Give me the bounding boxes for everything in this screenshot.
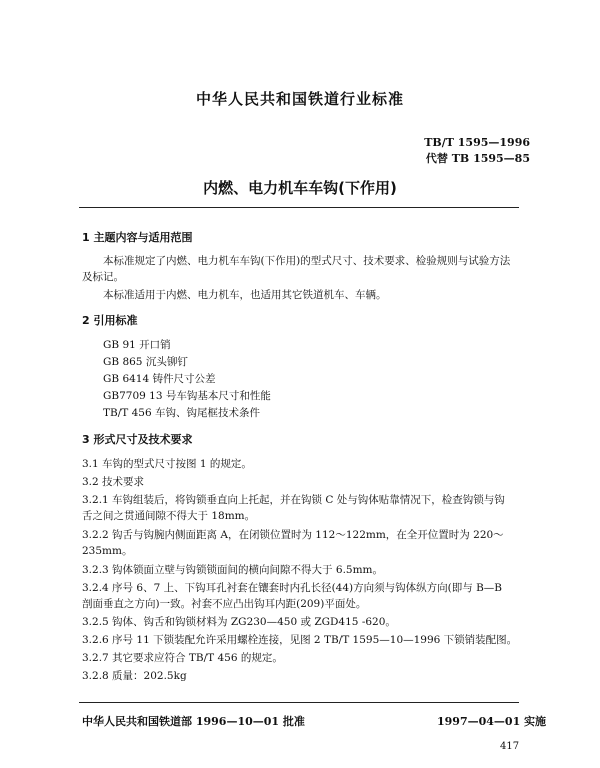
section-1-heading: 1 主题内容与适用范围 <box>82 231 193 244</box>
reference-item: TB/T 456 车钩、钩尾框技术条件 <box>103 407 260 419</box>
reference-item: GB 91 开口销 <box>103 339 171 351</box>
reference-item: GB 865 沉头铆钉 <box>103 356 188 368</box>
standard-series-title: 中华人民共和国铁道行业标准 <box>195 90 404 108</box>
document-title: 内燃、电力机车车钩(下作用) <box>203 179 397 197</box>
approval-line: 中华人民共和国铁道部 1996—10—01 批准 <box>82 715 305 728</box>
title-divider <box>79 207 519 208</box>
section-1-paragraph-2: 本标准适用于内燃、电力机车，也适用其它铁道机车、车辆。 <box>103 289 387 301</box>
clause-3-2-1-line-1: 3.2.1 车钩组装后，将钩锁垂直向上托起，并在钩锁 C 处与钩体贴靠情况下，检查钩锁与钩 <box>82 494 505 506</box>
clause-3-1: 3.1 车钩的型式尺寸按图 1 的规定。 <box>82 458 252 470</box>
clause-3-2-6: 3.2.6 序号 11 下锁装配允许采用螺栓连接，见图 2 TB/T 1595—10—1996 下锁销装配图。 <box>82 634 518 646</box>
standard-number: TB/T 1595—1996 <box>424 136 530 149</box>
page-number: 417 <box>500 741 520 752</box>
section-1-paragraph-1-line-2: 及标记。 <box>82 271 124 283</box>
section-2-heading: 2 引用标准 <box>82 314 138 327</box>
clause-3-2-2-line-2: 235mm。 <box>82 545 133 557</box>
implementation-date: 1997—04—01 实施 <box>437 715 547 728</box>
clause-3-2-2-line-1: 3.2.2 钩舌与钩腕内侧面距离 A，在闭锁位置时为 112～122mm，在全开位置时为 220～ <box>82 529 504 541</box>
clause-3-2-4-line-1: 3.2.4 序号 6、7 上、下钩耳孔衬套在镶套时内孔长径(44)方向须与钩体纵方向(即与 B—B <box>82 582 503 594</box>
section-3-heading: 3 形式尺寸及技术要求 <box>82 433 193 446</box>
reference-item: GB 6414 铸件尺寸公差 <box>103 373 216 385</box>
clause-3-2-1-line-2: 舌之间之贯通间隙不得大于 18mm。 <box>82 510 256 522</box>
section-1-paragraph-1-line-1: 本标准规定了内燃、电力机车车钩(下作用)的型式尺寸、技术要求、检验规则与试验方法 <box>103 255 511 267</box>
clause-3-2-4-line-2: 剖面垂直之方向)一致。衬套不应凸出钩耳内距(209)平面处。 <box>82 598 367 610</box>
clause-3-2-3: 3.2.3 钩体锁面立壁与钩锁锁面间的横向间隙不得大于 6.5mm。 <box>82 564 384 576</box>
clause-3-2-5: 3.2.5 钩体、钩舌和钩锁材料为 ZG230—450 或 ZGD415 -620。 <box>82 616 396 628</box>
footer-divider <box>79 702 519 703</box>
clause-3-2: 3.2 技术要求 <box>82 476 145 488</box>
clause-3-2-8: 3.2.8 质量：202.5kg <box>82 670 187 682</box>
standard-number-block <box>424 135 530 167</box>
reference-item: GB7709 13 号车钩基本尺寸和性能 <box>103 390 271 402</box>
replaces-standard: 代替 TB 1595—85 <box>425 152 530 165</box>
clause-3-2-7: 3.2.7 其它要求应符合 TB/T 456 的规定。 <box>82 652 283 664</box>
